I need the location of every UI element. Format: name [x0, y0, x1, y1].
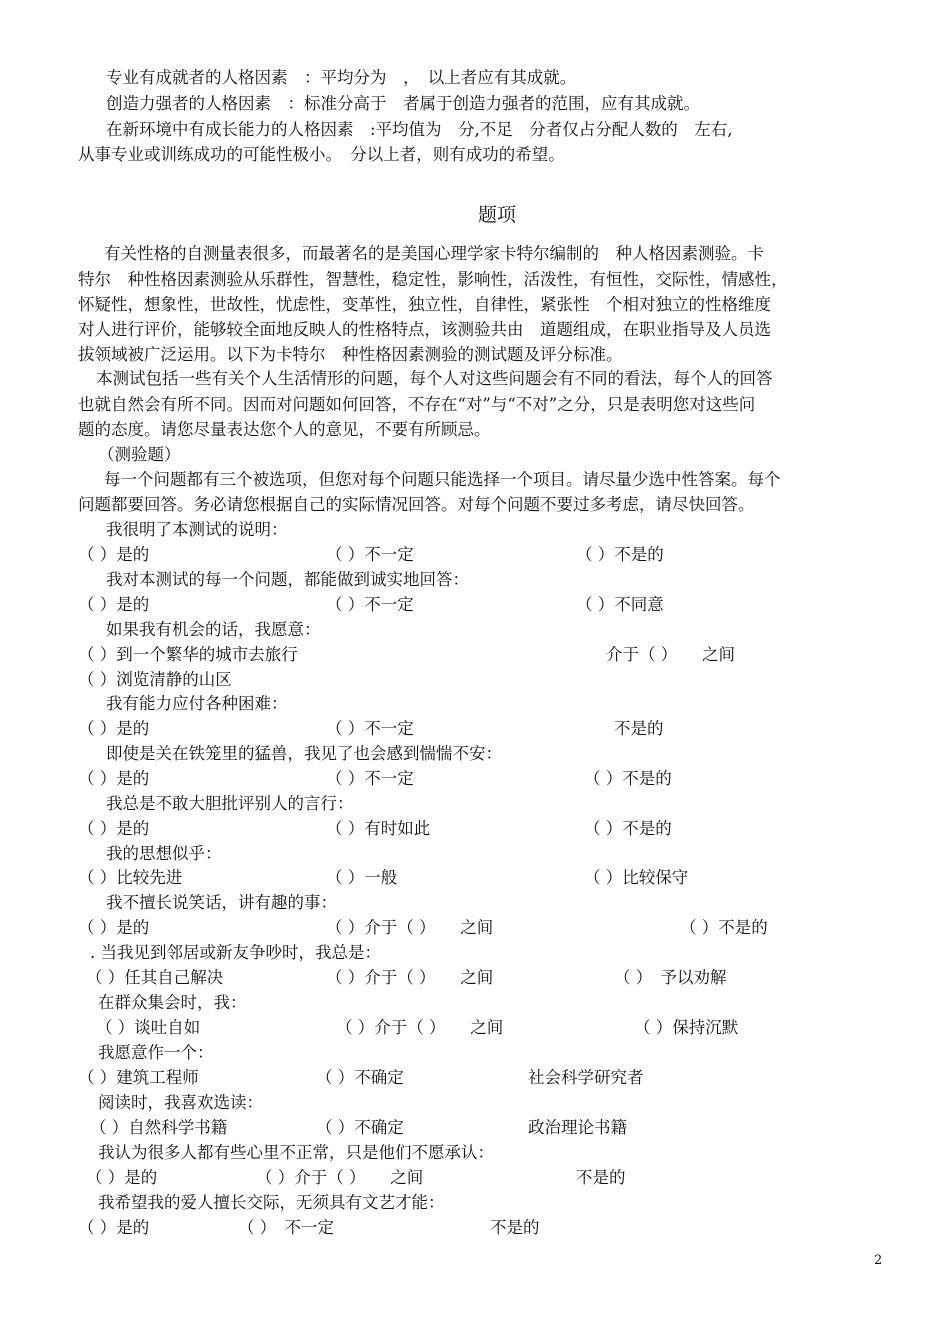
answer-option[interactable]: （ ）不是的 — [680, 918, 768, 937]
answer-option[interactable]: 社会科学研究者 — [528, 1068, 644, 1087]
para1-line-4: 对人进行评价，能够较全面地反映人的性格特点，该测验共由 道题组成，在职业指导及人员选 — [78, 320, 771, 339]
answer-option[interactable]: （ ）不一定 — [326, 545, 414, 564]
para1-line-1: 有关性格的自测量表很多，而最著名的是美国心理学家卡特尔编制的 种人格因素测验。卡 — [104, 244, 764, 263]
answer-option[interactable]: （ ）不一定 — [326, 595, 414, 614]
answer-option[interactable]: （ ）介于（ ） 之间 — [326, 918, 494, 937]
answer-option[interactable]: （ ）不是的 — [584, 769, 672, 788]
answer-option[interactable]: （ ）不同意 — [576, 595, 664, 614]
answer-option[interactable]: （ ） 不一定 — [238, 1218, 334, 1237]
question-text: 我对本测试的每一个问题，都能做到诚实地回答： — [106, 570, 469, 589]
intro-line-3: 在新环境中有成长能力的人格因素 :平均值为 分,不足 分者仅占分配人数的 左右, — [106, 120, 733, 139]
question-text: . 当我见到邻居或新友争吵时，我总是： — [90, 943, 381, 962]
intro-line-1: 专业有成就者的人格因素 ：平均分为 ， 以上者应有其成就。 — [106, 68, 577, 87]
para1-line-2: 特尔 种性格因素测验从乐群性，智慧性，稳定性，影响性，活泼性，有恒性，交际性，情感性， — [78, 270, 788, 289]
question-text: 我愿意作一个： — [98, 1043, 214, 1062]
answer-option[interactable]: （ ）比较先进 — [78, 868, 183, 887]
answer-option[interactable]: （ ）到一个繁华的城市去旅行 — [78, 645, 298, 664]
answer-option[interactable]: （ ）不一定 — [326, 719, 414, 738]
answer-option[interactable]: 政治理论书籍 — [528, 1118, 627, 1137]
intro-line-2: 创造力强者的人格因素 ：标准分高于 者属于创造力强者的范围，应有其成就。 — [106, 94, 700, 113]
answer-option[interactable]: （ ）是的 — [78, 719, 150, 738]
question-text: 我的思想似乎： — [106, 844, 222, 863]
answer-option[interactable]: 介于（ ） 之间 — [606, 645, 735, 664]
answer-option[interactable]: （ ）谈吐自如 — [96, 1018, 201, 1037]
answer-option[interactable]: （ ）一般 — [326, 868, 398, 887]
question-text: 我很明了本测试的说明： — [106, 520, 288, 539]
answer-option[interactable]: （ ）有时如此 — [326, 819, 431, 838]
question-text: 我总是不敢大胆批评别人的言行： — [106, 794, 354, 813]
page-number: 2 — [874, 1253, 883, 1268]
answer-option[interactable]: （ ）不是的 — [584, 819, 672, 838]
answer-option[interactable]: （ ）建筑工程师 — [78, 1068, 199, 1087]
answer-option[interactable]: （ ）比较保守 — [584, 868, 689, 887]
answer-option[interactable]: （ ）是的 — [78, 545, 150, 564]
para2-line-3: 题的态度。请您尽量表达您个人的意见，不要有所顾忌。 — [78, 420, 491, 439]
answer-option[interactable]: 不是的 — [614, 719, 664, 738]
answer-option[interactable]: （ ）不确定 — [316, 1068, 404, 1087]
para1-line-5: 拔领域被广泛运用。以下为卡特尔 种性格因素测验的测试题及评分标准。 — [78, 345, 623, 364]
answer-option[interactable]: （ ）是的 — [86, 1168, 158, 1187]
question-text: 在群众集会时，我： — [98, 993, 247, 1012]
answer-option[interactable]: （ ）是的 — [78, 769, 150, 788]
question-text: 即使是关在铁笼里的猛兽，我见了也会感到惴惴不安： — [106, 744, 502, 763]
para3-line-1: 每一个问题都有三个被选项，但您对每个问题只能选择一个项目。请尽量少选中性答案。每个 — [104, 470, 781, 489]
answer-option[interactable]: （ ）保持沉默 — [634, 1018, 739, 1037]
para2-line-2: 也就自然会有所不同。因而对问题如何回答，不存在“对”与“不对”之分，只是表明您对这些问 — [78, 395, 756, 414]
question-text: 我不擅长说笑话，讲有趣的事： — [106, 893, 337, 912]
intro-line-4: 从事专业或训练成功的可能性极小。 分以上者，则有成功的希望。 — [78, 145, 565, 164]
question-text: 阅读时，我喜欢选读： — [98, 1093, 263, 1112]
answer-option[interactable]: （ ）介于（ ） 之间 — [256, 1168, 424, 1187]
question-text: 我认为很多人都有些心里不正常，只是他们不愿承认： — [98, 1143, 494, 1162]
answer-option[interactable]: （ ） 予以劝解 — [614, 968, 727, 987]
answer-option[interactable]: （ ）是的 — [78, 595, 150, 614]
answer-option[interactable]: （ ）是的 — [78, 918, 150, 937]
question-text: 我希望我的爱人擅长交际，无须具有文艺才能： — [98, 1193, 445, 1212]
answer-option[interactable]: （ ）不一定 — [326, 769, 414, 788]
para1-line-3: 怀疑性，想象性，世故性，忧虑性，变革性，独立性，自律性，紧张性 个相对独立的性格维度 — [78, 295, 771, 314]
test-label: （测验题） — [98, 445, 181, 464]
question-text: 我有能力应付各种困难： — [106, 694, 288, 713]
answer-option[interactable]: （ ）是的 — [78, 1218, 150, 1237]
para2-line-1: 本测试包括一些有关个人生活情形的问题，每个人对这些问题会有不同的看法，每个人的回答 — [96, 369, 773, 388]
answer-option[interactable]: 不是的 — [490, 1218, 540, 1237]
answer-option[interactable]: （ ）是的 — [78, 819, 150, 838]
answer-option[interactable]: （ ）任其自己解决 — [86, 968, 224, 987]
answer-option[interactable]: （ ）自然科学书籍 — [90, 1118, 228, 1137]
section-title: 题项 — [478, 204, 517, 226]
answer-option[interactable]: （ ）浏览清静的山区 — [78, 670, 232, 689]
answer-option[interactable]: （ ）不是的 — [576, 545, 664, 564]
answer-option[interactable]: 不是的 — [576, 1168, 626, 1187]
answer-option[interactable]: （ ）介于（ ） 之间 — [336, 1018, 504, 1037]
answer-option[interactable]: （ ）不确定 — [316, 1118, 404, 1137]
question-text: 如果我有机会的话，我愿意： — [106, 620, 321, 639]
para3-line-2: 问题都要回答。务必请您根据自己的实际情况回答。对每个问题不要过多考虑，请尽快回答。 — [78, 495, 755, 514]
answer-option[interactable]: （ ）介于（ ） 之间 — [326, 968, 494, 987]
